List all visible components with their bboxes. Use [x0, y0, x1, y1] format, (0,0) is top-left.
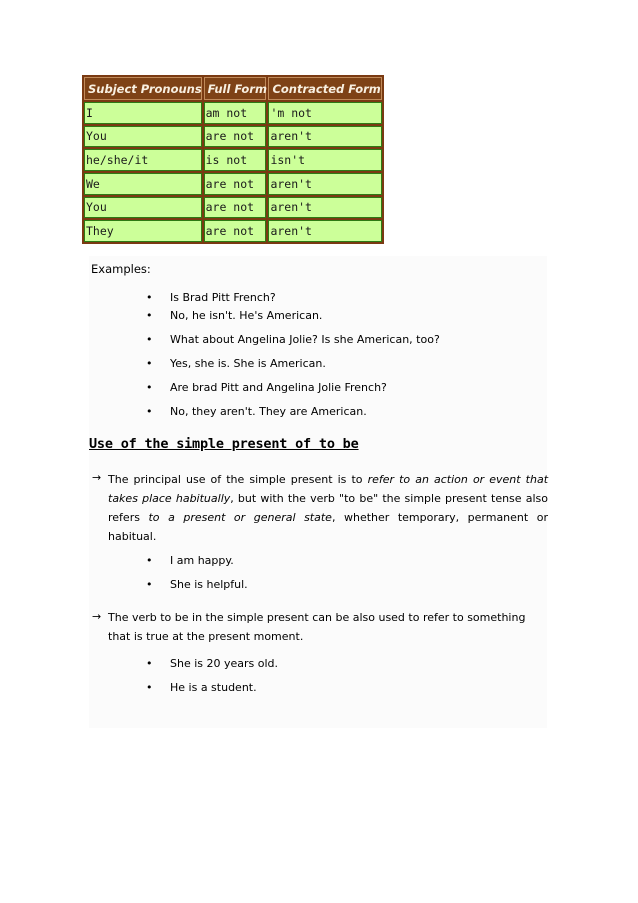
table-cell: You	[84, 126, 202, 148]
table-cell: are not	[204, 197, 267, 219]
table-cell: am not	[204, 102, 267, 124]
table-row	[84, 173, 382, 195]
table-row	[84, 220, 382, 242]
paragraph-principal-use: The principal use of the simple present is to refer to an action or event that takes place habitually, but with the verb "to be" the simple present tense also refers to a present or general state, whether temporary, permanent or habitual.	[108, 473, 549, 543]
bullet-icon: •	[146, 578, 153, 591]
header-contracted-form: Contracted Form	[268, 77, 382, 100]
header-subject-pronouns: Subject Pronouns	[84, 77, 202, 100]
bullet-icon: •	[146, 333, 153, 346]
table-row	[84, 197, 382, 219]
table-header-row	[84, 77, 382, 100]
bullet-icon: •	[146, 554, 153, 567]
pronoun-table	[82, 75, 384, 244]
section-heading: Use of the simple present of to be	[89, 436, 359, 452]
table-row	[84, 126, 382, 148]
table-cell: We	[84, 173, 202, 195]
table-cell: aren't	[268, 126, 382, 148]
table-row	[84, 102, 382, 124]
examples-label: Examples:	[91, 262, 151, 276]
table-cell: They	[84, 220, 202, 242]
bullet-icon: •	[146, 405, 153, 418]
bullet-icon: •	[146, 309, 153, 322]
bullet-icon: •	[146, 657, 153, 670]
table-cell: aren't	[268, 197, 382, 219]
table-cell: I	[84, 102, 202, 124]
bullet-icon: •	[146, 681, 153, 694]
table-row	[84, 149, 382, 171]
bullet-icon: •	[146, 291, 153, 304]
table-cell: aren't	[268, 220, 382, 242]
header-full-form: Full Form	[204, 77, 267, 100]
table-cell: are not	[204, 220, 267, 242]
paragraph-present-moment: The verb to be in the simple present can be also used to refer to something that is true at the present moment.	[108, 611, 526, 643]
table-cell: are not	[204, 126, 267, 148]
bullet-icon: •	[146, 381, 153, 394]
table-cell: You	[84, 197, 202, 219]
table-cell: aren't	[268, 173, 382, 195]
table-cell: are not	[204, 173, 267, 195]
arrow-right-icon: →	[92, 471, 102, 484]
table-cell: is not	[204, 149, 267, 171]
bullet-icon: •	[146, 357, 153, 370]
table-cell: he/she/it	[84, 149, 202, 171]
table-cell: 'm not	[268, 102, 382, 124]
table-cell: isn't	[268, 149, 382, 171]
arrow-right-icon: →	[92, 610, 102, 623]
